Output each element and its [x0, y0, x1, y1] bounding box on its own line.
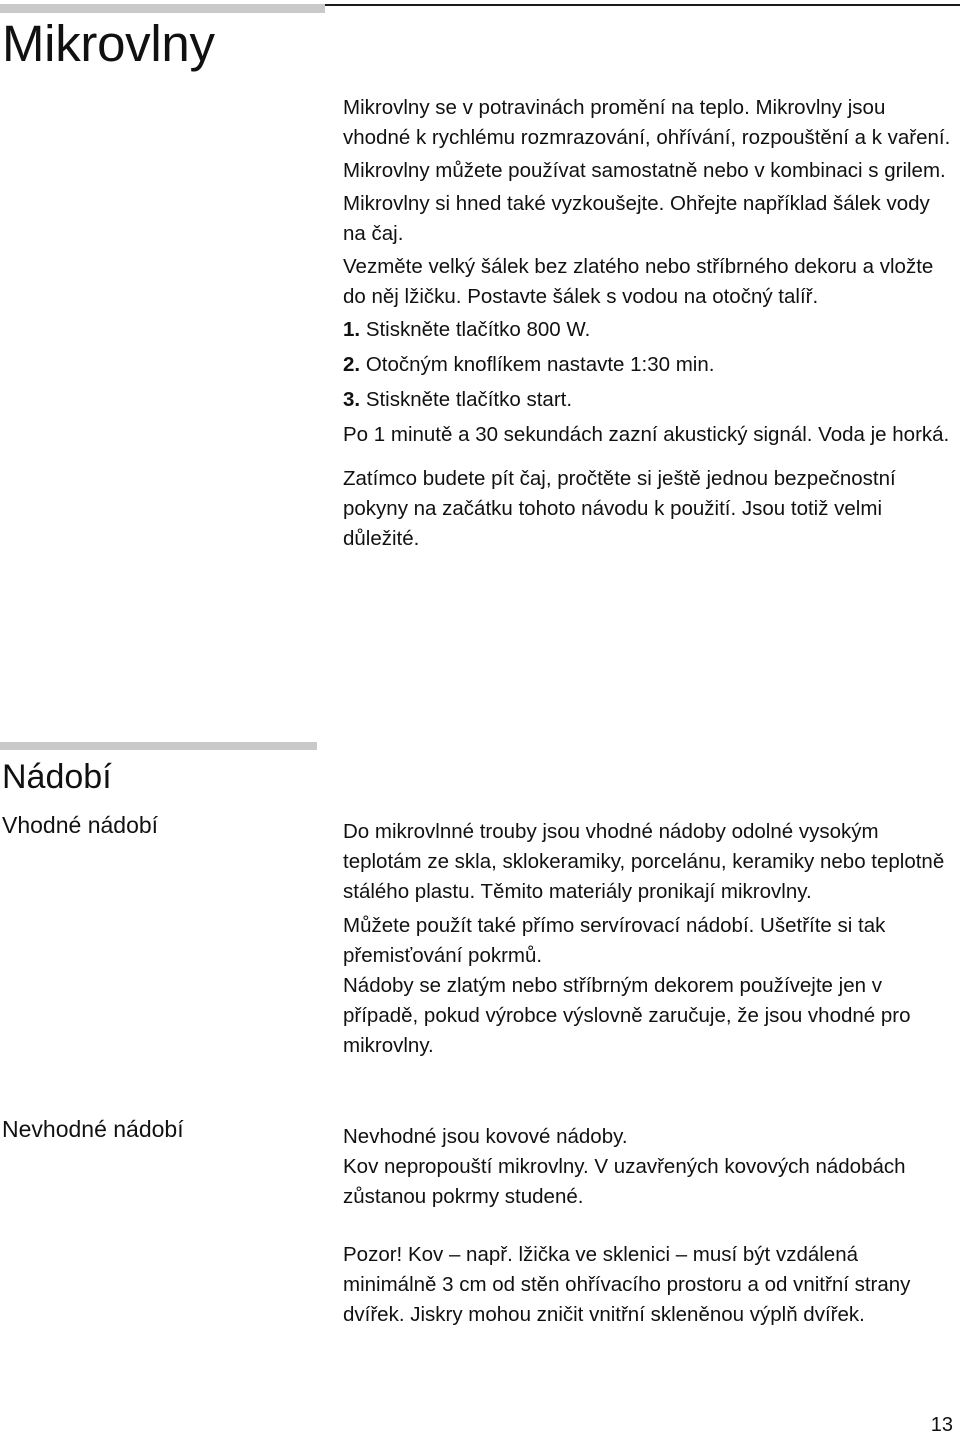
- unsuitable-text-block: [343, 1122, 955, 1330]
- mikrovlny-text-block: [343, 93, 955, 554]
- step-text: Otočným knoflíkem nastavte 1:30 min.: [365, 353, 715, 376]
- step-item: [343, 315, 955, 345]
- step-text: Stiskněte tlačítko 800 W.: [365, 318, 591, 341]
- suitable-paragraph: Můžete použít také přímo servírovací nádobí. Ušetříte si tak přemisťování pokrmů.: [343, 914, 886, 967]
- intro-paragraph: Mikrovlny můžete používat samostatně nebo v kombinaci s grilem.: [343, 159, 946, 182]
- page-number: 13: [930, 1414, 953, 1436]
- suitable-paragraph: Nádoby se zlatým nebo stříbrným dekorem používejte jen v případě, pokud výrobce výslovně zaručuje, že jsou vhodné pro mikrovlny.: [343, 974, 911, 1057]
- unsuitable-paragraph: Nevhodné jsou kovové nádoby.: [343, 1125, 628, 1148]
- step-number: 1.: [343, 318, 361, 341]
- suitable-text-block: [343, 817, 955, 1061]
- intro-paragraph: Mikrovlny se v potravinách promění na teplo. Mikrovlny jsou vhodné k rychlému rozmrazování, ohřívání, rozpouštění a k vaření.: [343, 96, 951, 149]
- section-rule-top: [0, 4, 325, 13]
- unsuitable-paragraph: Kov nepropouští mikrovlny. V uzavřených kovových nádobách zůstanou pokrmy studené.: [343, 1155, 906, 1208]
- subheading-vhodne-nadobi: Vhodné nádobí: [2, 812, 159, 838]
- step-text: Stiskněte tlačítko start.: [365, 388, 573, 411]
- section-rule-nadobi: [0, 742, 317, 750]
- safety-note-paragraph: Zatímco budete pít čaj, pročtěte si ještě jednou bezpečnostní pokyny na začátku tohoto návodu k použití. Jsou totiž velmi důležité.: [343, 467, 896, 550]
- result-paragraph: Po 1 minutě a 30 sekundách zazní akustický signál. Voda je horká.: [343, 423, 950, 446]
- header-line: [325, 4, 960, 6]
- step-number: 2.: [343, 353, 361, 376]
- subheading-nevhodne-nadobi: Nevhodné nádobí: [2, 1116, 184, 1142]
- step-item: [343, 350, 955, 380]
- intro-paragraph: Vezměte velký šálek bez zlatého nebo stříbrného dekoru a vložte do něj lžičku. Postavte šálek s vodou na otočný talíř.: [343, 255, 934, 308]
- section-title-mikrovlny: Mikrovlny: [2, 15, 215, 72]
- suitable-paragraph: Do mikrovlnné trouby jsou vhodné nádoby odolné vysokým teplotám ze skla, sklokeramiky, porcelánu, keramiky nebo teplotně stálého plastu. Těmito materiály pronikají mikrovlny.: [343, 820, 945, 903]
- intro-paragraph: Mikrovlny si hned také vyzkoušejte. Ohřejte například šálek vody na čaj.: [343, 192, 930, 245]
- step-number: 3.: [343, 388, 361, 411]
- warning-paragraph: Pozor! Kov – např. lžička ve sklenici – musí být vzdálená minimálně 3 cm od stěn ohřívacího prostoru a od vnitřní strany dvířek. Jiskry mohou zničit vnitřní skleněnou výplň dvířek.: [343, 1243, 911, 1326]
- step-item: [343, 385, 955, 415]
- section-title-nadobi: Nádobí: [2, 758, 112, 796]
